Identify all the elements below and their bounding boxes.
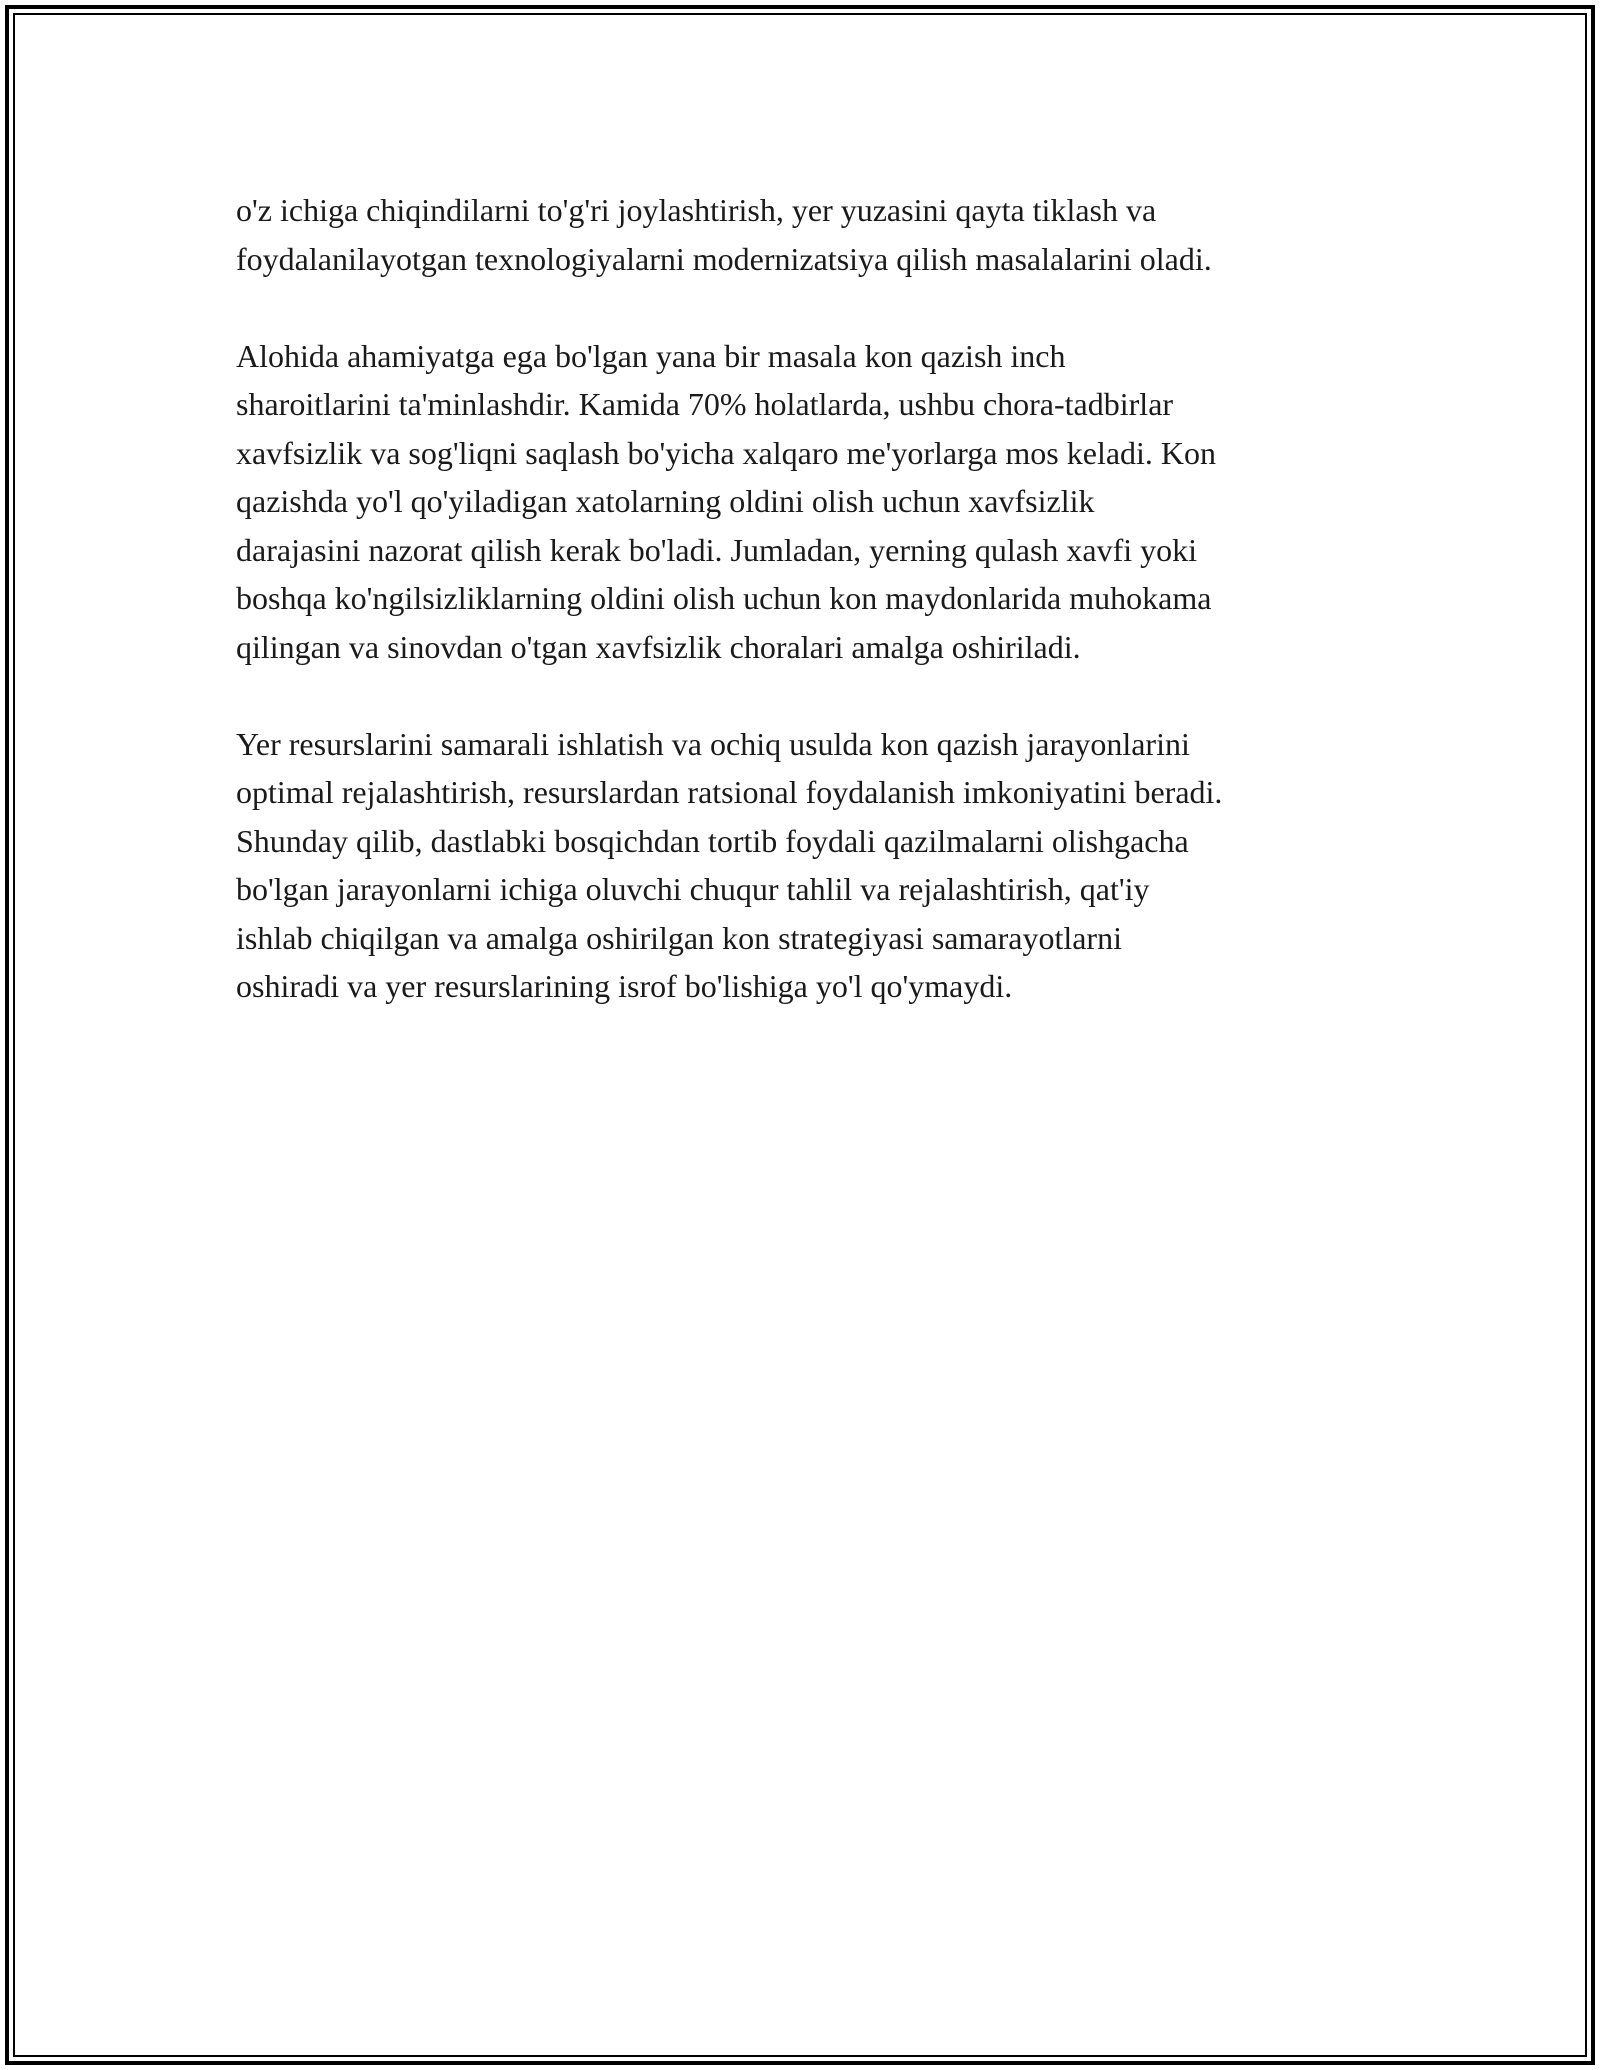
paragraph-line: xavfsizlik va sog'liqni saqlash bo'yicha xalqaro me'yorlarga mos keladi. Kon <box>236 434 1217 471</box>
paragraph-line: optimal rejalashtirish, resurslardan ratsional foydalanish imkoniyatini beradi. <box>236 774 1223 810</box>
paragraph-line: boshqa ko'ngilsizliklarning oldini olish uchun kon maydonlarida muhokama <box>236 580 1212 616</box>
paragraph-line: qilingan va sinovdan o'tgan xavfsizlik choralari amalga oshiriladi. <box>236 628 1081 665</box>
paragraph-line: Yer resurslarini samarali ishlatish va ochiq usulda kon qazish jarayonlarini <box>236 725 1190 762</box>
paragraph-1 <box>236 186 1376 283</box>
paragraph-line: qazishda yo'l qo'yiladigan xatolarning oldini olish uchun xavfsizlik <box>236 483 1095 519</box>
paragraph-line: o'z ichiga chiqindilarni to'g'ri joylashtirish, yer yuzasini qayta tiklash va <box>236 192 1157 228</box>
paragraph-line: sharoitlarini ta'minlashdir. Kamida 70% holatlarda, ushbu chora-tadbirlar <box>236 386 1174 422</box>
paragraph-2 <box>236 332 1376 672</box>
paragraph-line: darajasini nazorat qilish kerak bo'ladi. Jumladan, yerning qulash xavfi yoki <box>236 531 1198 568</box>
paragraph-3 <box>236 720 1376 1011</box>
paragraph-line: bo'lgan jarayonlarni ichiga oluvchi chuqur tahlil va rejalashtirish, qat'iy <box>236 871 1150 907</box>
paragraph-line: ishlab chiqilgan va amalga oshirilgan kon strategiyasi samarayotlarni <box>236 919 1122 956</box>
document-body <box>236 186 1376 1059</box>
paragraph-line: Alohida ahamiyatga ega bo'lgan yana bir masala kon qazish inch <box>236 337 1066 374</box>
paragraph-line: oshiradi va yer resurslarining isrof bo'lishiga yo'l qo'ymaydi. <box>236 968 1013 1004</box>
paragraph-line: Shunday qilib, dastlabki bosqichdan tortib foydali qazilmalarni olishgacha <box>236 822 1189 859</box>
paragraph-line: foydalanilayotgan texnologiyalarni modernizatsiya qilish masalalarini oladi. <box>236 240 1212 277</box>
